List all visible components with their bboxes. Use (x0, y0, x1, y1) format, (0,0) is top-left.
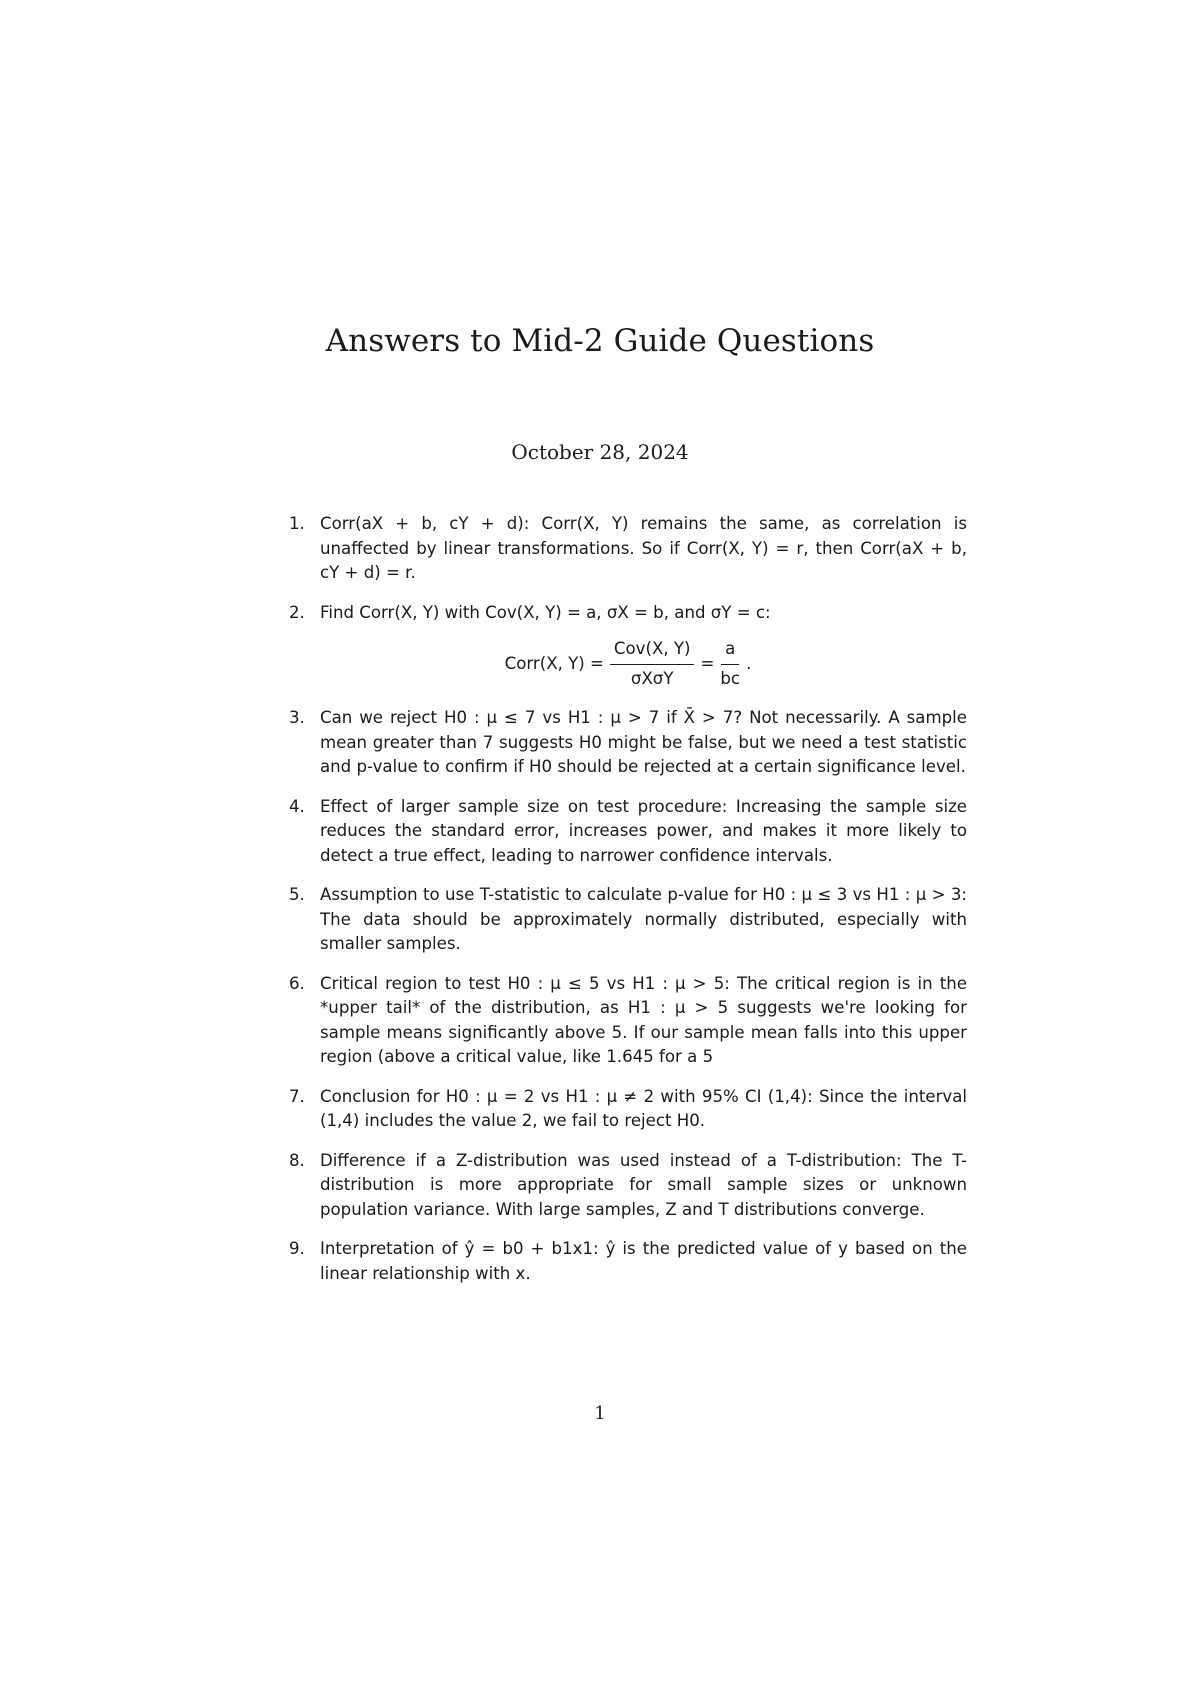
item-number: 4. (289, 796, 305, 816)
item-number: 8. (289, 1150, 305, 1170)
item-text: Find Corr(X, Y) with Cov(X, Y) = a, σX = b, and σY = c: (320, 602, 771, 622)
fraction-numerator: Cov(X, Y) (610, 637, 695, 665)
list-item (289, 972, 967, 1070)
item-number: 7. (289, 1086, 305, 1106)
fraction-numerator: a (721, 637, 739, 665)
item-number: 3. (289, 708, 305, 727)
list-item (289, 1237, 967, 1286)
page-number: 1 (594, 1403, 606, 1424)
item-number: 5. (289, 885, 305, 904)
fraction-denominator: bc (720, 668, 741, 688)
item-number: 9. (289, 1239, 305, 1258)
item-number: 6. (289, 973, 305, 993)
list-item (289, 795, 967, 869)
item-text: Can we reject H0 : μ ≤ 7 vs H1 : μ > 7 if X̄ > 7? Not necessarily. A sample mean greater than 7 suggests H0 might be false, but we need a test statistic and p-value to confirm if H0 should be rejected at a certain significance level. (320, 708, 967, 776)
equation-end: . (746, 653, 752, 673)
equation-lhs: Corr(X, Y) = (504, 653, 604, 673)
fraction-result (720, 637, 740, 691)
list-item (289, 1149, 967, 1223)
list-item (289, 1085, 967, 1134)
item-text: Effect of larger sample size on test procedure: Increasing the sample size reduces the standard error, increases power, and makes it more likely to detect a true effect, leading to narrower confidence intervals. (320, 796, 967, 865)
item-text: Difference if a Z-distribution was used instead of a T-distribution: The T-distribution is more appropriate for small sample sizes or unknown population variance. With large samples, Z and T distributions converge. (320, 1150, 967, 1219)
answers-list (289, 512, 967, 1301)
item-text: Conclusion for H0 : μ = 2 vs H1 : μ ≠ 2 with 95% CI (1,4): Since the interval (1,4) includes the value 2, we fail to reject H0. (320, 1086, 967, 1130)
item-text: Interpretation of ŷ = b0 + b1x1: ŷ is the predicted value of y based on the linear relationship with x. (320, 1239, 967, 1283)
item-text: Assumption to use T-statistic to calculate p-value for H0 : μ ≤ 3 vs H1 : μ > 3: The data should be approximately normally distributed, especially with smaller samples. (320, 885, 967, 953)
item-text: Critical region to test H0 : μ ≤ 5 vs H1 : μ > 5: The critical region is in the *upper tail* of the distribution, as H1 : μ > 5 suggests we're looking for sample means significantly above 5. If our sample mean falls into this upper region (above a critical value, like 1.645 for a 5 (320, 973, 967, 1066)
fraction-denominator: σXσY (630, 668, 674, 688)
item-number: 2. (289, 602, 305, 622)
list-item (289, 883, 967, 957)
equation-equals: = (700, 653, 715, 673)
fraction-cov (610, 637, 695, 691)
correlation-equation (289, 637, 967, 691)
document-date: October 28, 2024 (511, 440, 689, 464)
list-item (289, 601, 967, 692)
list-item (289, 706, 967, 780)
list-item (289, 512, 967, 586)
document-title: Answers to Mid-2 Guide Questions (325, 323, 875, 359)
item-number: 1. (289, 514, 305, 533)
item-text: Corr(aX + b, cY + d): Corr(X, Y) remains the same, as correlation is unaffected by linear transformations. So if Corr(X, Y) = r, then Corr(aX + b, cY + d) = r. (320, 514, 967, 582)
